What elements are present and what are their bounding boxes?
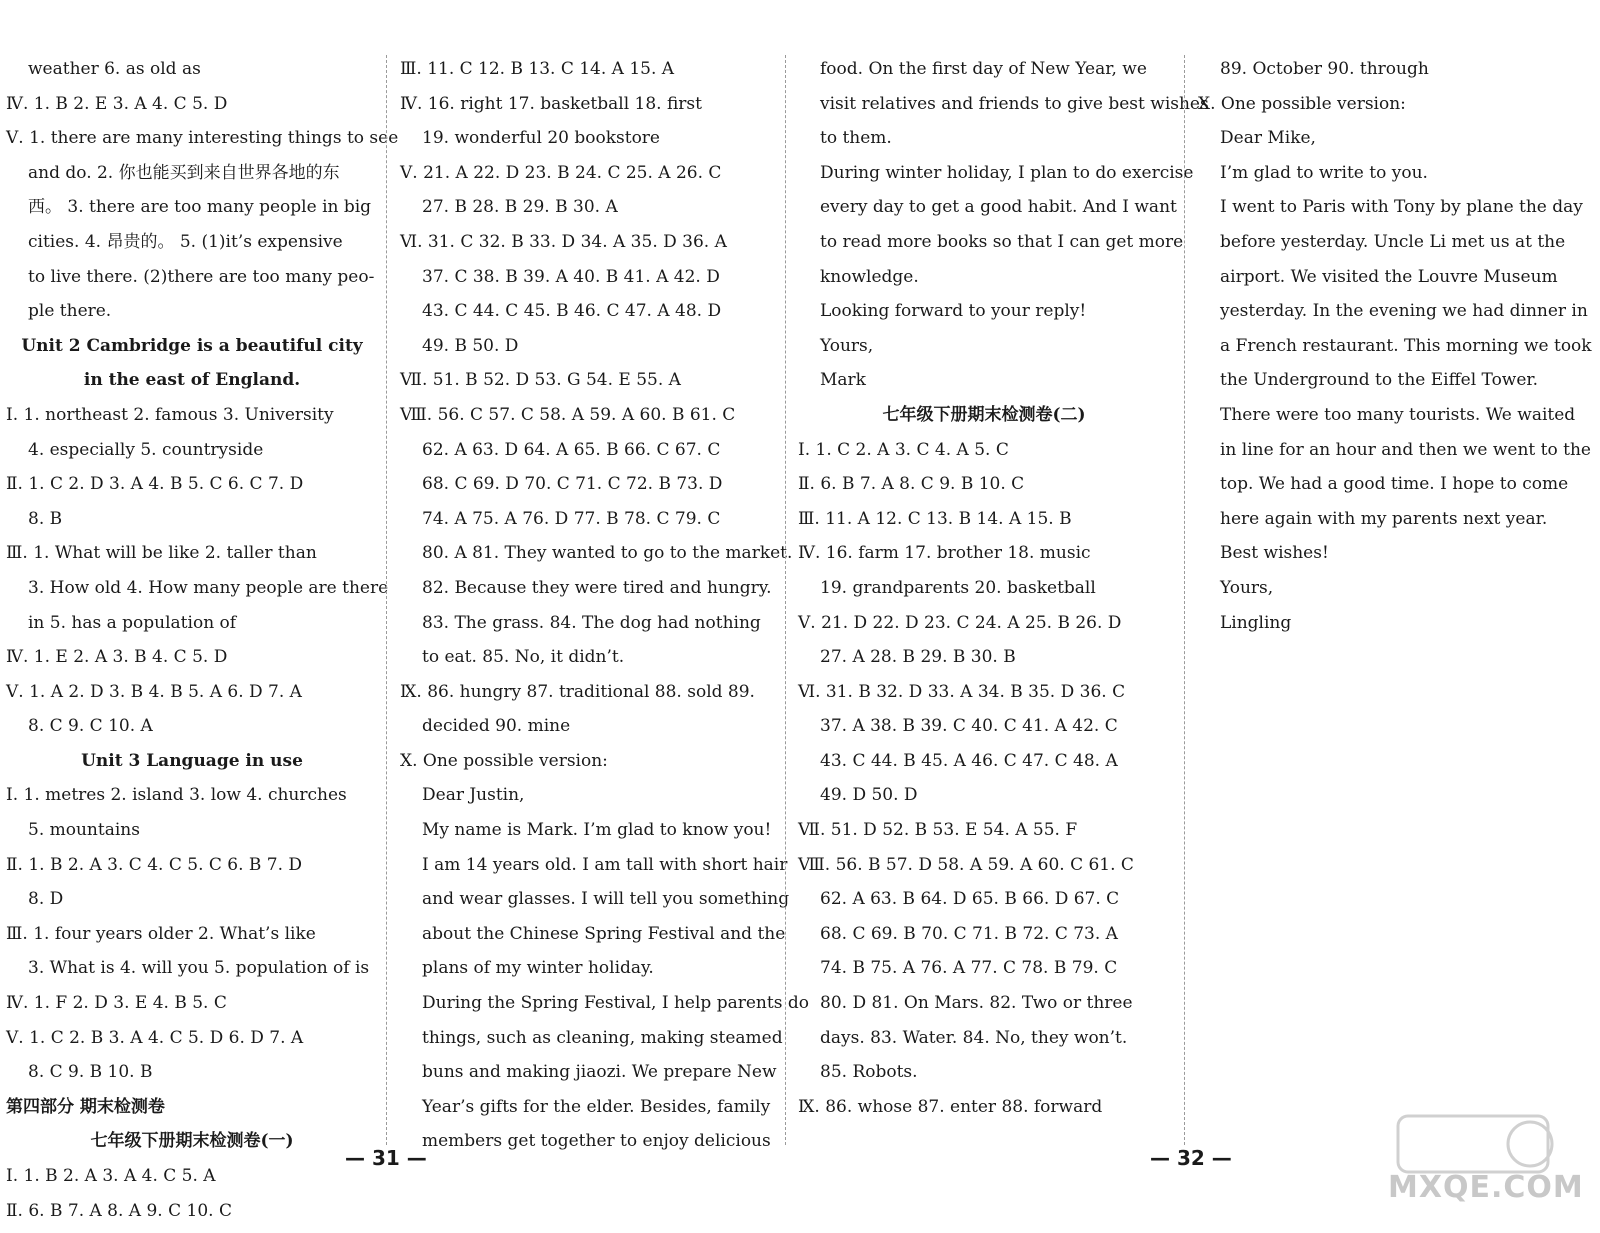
page-number-left: — 31 —	[345, 1146, 427, 1170]
answer-line: ple there.	[28, 301, 112, 322]
answer-line: My name is Mark. I’m glad to know you!	[422, 820, 772, 841]
watermark-text: MXQE.COM	[1388, 1170, 1584, 1205]
answer-line: 74. A 75. A 76. D 77. B 78. C 79. C	[422, 508, 721, 529]
answer-line: 3. How old 4. How many people are there	[28, 577, 389, 598]
answer-line: Ⅵ. 31. C 32. B 33. D 34. A 35. D 36. A	[400, 231, 727, 252]
answer-line: cities. 4. 昂贵的。 5. (1)it’s expensive	[28, 231, 343, 252]
answer-line: before yesterday. Uncle Li met us at the	[1220, 231, 1566, 252]
section-heading: 第四部分 期末检测卷	[6, 1096, 165, 1117]
answer-line: Ⅰ. 1. metres 2. island 3. low 4. churches	[6, 785, 347, 806]
answer-line: to them.	[820, 128, 892, 149]
answer-line: members get together to enjoy delicious	[422, 1131, 771, 1152]
answer-line: Ⅲ. 1. four years older 2. What’s like	[6, 923, 316, 944]
answer-line: Ⅰ. 1. C 2. A 3. C 4. A 5. C	[798, 439, 1009, 460]
answer-line: plans of my winter holiday.	[422, 958, 654, 979]
section-heading: 七年级下册期末检测卷(二)	[882, 404, 1086, 425]
section-heading: Unit 2 Cambridge is a beautiful city	[21, 335, 363, 356]
answer-line: in line for an hour and then we went to the	[1220, 439, 1591, 460]
column-divider	[1184, 55, 1185, 1145]
answer-line: weather 6. as old as	[28, 59, 201, 79]
answer-line: 49. B 50. D	[422, 335, 519, 356]
answer-line: food. On the first day of New Year, we	[820, 59, 1147, 79]
answer-line: 8. B	[28, 508, 63, 529]
answer-line: Ⅹ. One possible version:	[400, 750, 608, 771]
answer-line: 19. wonderful 20 bookstore	[422, 128, 660, 149]
answer-line: 8. C 9. B 10. B	[28, 1062, 153, 1083]
section-heading: Unit 3 Language in use	[81, 750, 303, 771]
answer-line: days. 83. Water. 84. No, they won’t.	[820, 1027, 1128, 1048]
answer-line: to eat. 85. No, it didn’t.	[422, 647, 625, 668]
page-number-right: — 32 —	[1150, 1146, 1232, 1170]
answer-line: Year’s gifts for the elder. Besides, family	[422, 1096, 771, 1117]
answer-line: airport. We visited the Louvre Museum	[1220, 266, 1558, 287]
answer-line: Ⅹ. One possible version:	[1198, 93, 1406, 114]
answer-line: Yours,	[820, 335, 874, 356]
answer-line: Best wishes!	[1220, 543, 1329, 564]
answer-line: 85. Robots.	[820, 1062, 918, 1083]
answer-line: 82. Because they were tired and hungry.	[422, 577, 772, 598]
answer-line: Ⅳ. 1. B 2. E 3. A 4. C 5. D	[6, 93, 228, 114]
answer-line: 4. especially 5. countryside	[28, 439, 264, 460]
answer-line: Ⅴ. 1. there are many interesting things to see	[6, 128, 399, 149]
answer-line: 49. D 50. D	[820, 785, 918, 806]
answer-line: 8. D	[28, 889, 64, 910]
answer-line: Ⅴ. 21. A 22. D 23. B 24. C 25. A 26. C	[400, 162, 722, 183]
answer-line: 19. grandparents 20. basketball	[820, 577, 1096, 598]
answer-line: Dear Justin,	[422, 785, 525, 806]
answer-line: 27. A 28. B 29. B 30. B	[820, 647, 1016, 668]
answer-line: in 5. has a population of	[28, 612, 237, 633]
column-divider	[386, 55, 387, 1145]
answer-line: 80. D 81. On Mars. 82. Two or three	[820, 993, 1133, 1014]
answer-line: I am 14 years old. I am tall with short hair	[422, 854, 788, 875]
answer-line: a French restaurant. This morning we took	[1220, 335, 1592, 356]
answer-column-2	[400, 52, 809, 1159]
answer-line: every day to get a good habit. And I want	[820, 197, 1177, 218]
answer-line: Ⅳ. 16. right 17. basketball 18. first	[400, 93, 702, 114]
answer-line: top. We had a good time. I hope to come	[1220, 474, 1569, 495]
answer-line: 27. B 28. B 29. B 30. A	[422, 197, 618, 218]
answer-line: Ⅴ. 1. A 2. D 3. B 4. B 5. A 6. D 7. A	[6, 681, 302, 702]
answer-line: the Underground to the Eiffel Tower.	[1220, 370, 1539, 391]
answer-line: 62. A 63. B 64. D 65. B 66. D 67. C	[820, 889, 1120, 910]
answer-line: Ⅲ. 1. What will be like 2. taller than	[6, 543, 317, 564]
answer-line: 68. C 69. D 70. C 71. C 72. B 73. D	[422, 474, 723, 495]
answer-line: to live there. (2)there are too many peo-	[28, 266, 375, 287]
answer-line: Ⅱ. 6. B 7. A 8. A 9. C 10. C	[6, 1200, 232, 1221]
answer-line: Ⅸ. 86. whose 87. enter 88. forward	[798, 1096, 1103, 1117]
answer-line: 43. C 44. B 45. A 46. C 47. C 48. A	[820, 750, 1118, 771]
answer-line: Ⅲ. 11. A 12. C 13. B 14. A 15. B	[798, 508, 1072, 529]
section-heading: 七年级下册期末检测卷(一)	[90, 1131, 294, 1152]
answer-line: 3. What is 4. will you 5. population of is	[28, 958, 370, 979]
answer-line: Ⅱ. 1. C 2. D 3. A 4. B 5. C 6. C 7. D	[6, 474, 304, 495]
answer-line: here again with my parents next year.	[1220, 508, 1548, 529]
answer-line: Ⅸ. 86. hungry 87. traditional 88. sold 89.	[400, 681, 755, 702]
answer-line: Lingling	[1220, 612, 1292, 633]
answer-line: and do. 2. 你也能买到来自世界各地的东	[28, 162, 340, 183]
answer-line: Yours,	[1220, 577, 1274, 598]
answer-line: Ⅶ. 51. D 52. B 53. E 54. A 55. F	[798, 820, 1078, 841]
answer-line: visit relatives and friends to give best wishes	[820, 93, 1209, 114]
answer-line: I’m glad to write to you.	[1220, 162, 1428, 183]
answer-line: knowledge.	[820, 266, 919, 287]
answer-line: 西。 3. there are too many people in big	[28, 197, 372, 218]
answer-line: buns and making jiaozi. We prepare New	[422, 1062, 777, 1083]
answer-line: Ⅳ. 1. F 2. D 3. E 4. B 5. C	[6, 993, 227, 1014]
section-heading: in the east of England.	[83, 370, 301, 391]
answer-line: 8. C 9. C 10. A	[28, 716, 153, 737]
answer-line: 43. C 44. C 45. B 46. C 47. A 48. D	[422, 301, 722, 322]
answer-line: things, such as cleaning, making steamed	[422, 1027, 783, 1048]
answer-line: During winter holiday, I plan to do exercise	[820, 162, 1194, 183]
answer-line: Mark	[820, 370, 866, 391]
answer-line: Ⅰ. 1. B 2. A 3. A 4. C 5. A	[6, 1166, 216, 1186]
answer-column-4	[1198, 52, 1592, 640]
answer-line: 37. A 38. B 39. C 40. C 41. A 42. C	[820, 716, 1118, 737]
answer-line: 83. The grass. 84. The dog had nothing	[422, 612, 761, 633]
answer-line: Ⅰ. 1. northeast 2. famous 3. University	[6, 404, 334, 425]
answer-line: decided 90. mine	[422, 716, 571, 737]
answer-line: Ⅳ. 16. farm 17. brother 18. music	[798, 543, 1091, 564]
answer-line: 68. C 69. B 70. C 71. B 72. C 73. A	[820, 923, 1118, 944]
answer-line: During the Spring Festival, I help parents do	[422, 993, 809, 1014]
answer-line: Ⅵ. 31. B 32. D 33. A 34. B 35. D 36. C	[798, 681, 1126, 702]
answer-line: Ⅷ. 56. C 57. C 58. A 59. A 60. B 61. C	[400, 404, 736, 425]
answer-line: Ⅴ. 1. C 2. B 3. A 4. C 5. D 6. D 7. A	[6, 1027, 304, 1048]
answer-line: Ⅶ. 51. B 52. D 53. G 54. E 55. A	[400, 370, 681, 391]
column-divider	[785, 55, 786, 1145]
answer-line: Ⅴ. 21. D 22. D 23. C 24. A 25. B 26. D	[798, 612, 1122, 633]
answer-line: Ⅲ. 11. C 12. B 13. C 14. A 15. A	[400, 59, 675, 79]
answer-line: 89. October 90. through	[1220, 59, 1429, 79]
answer-line: Ⅱ. 6. B 7. A 8. C 9. B 10. C	[798, 474, 1025, 495]
answer-line: yesterday. In the evening we had dinner in	[1220, 301, 1588, 322]
answer-line: I went to Paris with Tony by plane the day	[1220, 197, 1583, 218]
answer-line: Ⅱ. 1. B 2. A 3. C 4. C 5. C 6. B 7. D	[6, 854, 303, 875]
answer-line: to read more books so that I can get more	[820, 231, 1184, 252]
answer-line: and wear glasses. I will tell you something	[422, 889, 790, 910]
answer-column-3	[798, 52, 1209, 1124]
answer-line: 62. A 63. D 64. A 65. B 66. C 67. C	[422, 439, 721, 460]
answer-line: Ⅳ. 1. E 2. A 3. B 4. C 5. D	[6, 647, 228, 668]
answer-line: Ⅷ. 56. B 57. D 58. A 59. A 60. C 61. C	[798, 854, 1134, 875]
answer-line: 5. mountains	[28, 820, 140, 841]
answer-line: 37. C 38. B 39. A 40. B 41. A 42. D	[422, 266, 720, 287]
answer-line: 80. A 81. They wanted to go to the market.	[422, 543, 793, 564]
answer-line: 74. B 75. A 76. A 77. C 78. B 79. C	[820, 958, 1118, 979]
answer-line: There were too many tourists. We waited	[1220, 404, 1576, 425]
answer-line: Dear Mike,	[1220, 128, 1316, 149]
answer-line: Looking forward to your reply!	[820, 301, 1087, 322]
answer-line: about the Chinese Spring Festival and the	[422, 923, 786, 944]
